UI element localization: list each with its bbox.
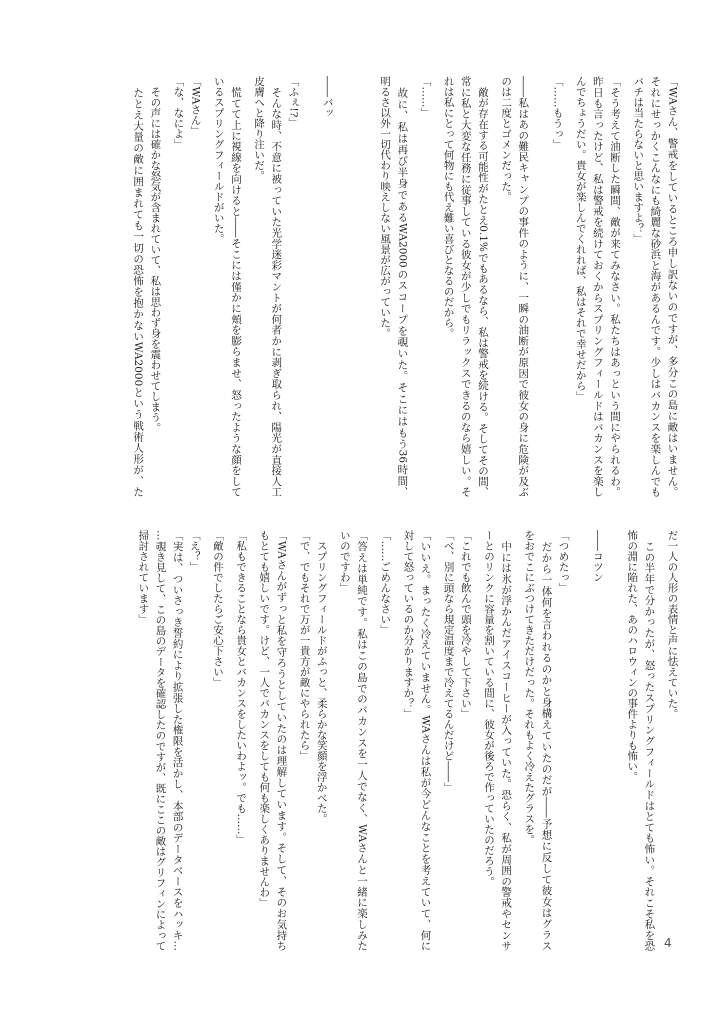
text-line: 「え？」 [188, 530, 201, 572]
text-line: たとえ大量の敵に囲まれても一切の恐怖を抱かないWA2000という戦術人形が、た [132, 76, 145, 497]
text-line: 「答えは単純です。私はこの島でのバカンスを一人でなく、WAさんと一緒に楽しみた [356, 530, 369, 951]
text-line: んでちょうだい。貴女が楽しんでくれれば、私はそれで幸せだから」 [574, 76, 587, 402]
text-line: ーとのリンクに容量を割いている間に、彼女が後ろで作っていたのだろう。 [482, 530, 495, 887]
text-line: 「そう考えて油断した瞬間、敵が来てみなさい。私たちはあっという間にやられるわ。 [609, 76, 622, 497]
text-line: そんな時、不意に被っていた光学迷彩マントが何者かに剥ぎ取られ、陽光が直接人工 [270, 76, 283, 497]
text-line: 「……もうっ」 [551, 76, 564, 150]
text-line: ――私はあの難民キャンプの事件のように、一瞬の油断が原因で彼女の身に危険が及ぶ [517, 76, 530, 497]
text-line: 対して怒っているのか分かりますか？」 [402, 530, 415, 719]
text-line: 「私もできることなら貴女とバカンスをしたいわよッ。でも……」 [235, 530, 248, 845]
text-line: れは私にとって何物にも代え難い喜びとなるのだから。 [442, 76, 455, 339]
text-line: ――コツン [591, 530, 604, 583]
text-line: バチは当たらないと思いますよ？」 [632, 76, 645, 244]
text-line: をおでこにぶつけてきただけだった。それもよく冷えたグラスを。 [523, 530, 536, 845]
text-line: 「……」 [419, 76, 432, 118]
text-line: 常に私と大変な任務に従事している彼女が少しでもリラックスできるのなら嬉しい。そ [459, 76, 472, 497]
text-line: 故に、私は再び半身であるWA2000のスコープを覗いた。そこにはもう36時間、 [396, 76, 409, 497]
text-line: もとても嬉しいです。けど、一人でバカンスをしても何も楽しくありませんわ」 [258, 530, 271, 908]
text-line: 「つめたっ」 [557, 530, 570, 593]
text-line: 中には氷が浮かんだアイスコーヒーが入っていた。恐らく、私が周囲の警戒やセンサ [500, 530, 513, 951]
lower-text-tier [134, 530, 680, 951]
text-line: 「敵の件でしたらご安心下さい」 [211, 530, 224, 688]
text-line: 「実は、ついさっき誓約により拡張した権限を活かし、本部のデータベースをハッキ… [171, 530, 184, 951]
text-line: 慌てて上に視線を向けると――そこには僅かに頬を膨らませ、怒ったような顔をして [229, 76, 242, 497]
text-line: 「これでも飲んで頭を冷やして下さい」 [459, 530, 472, 719]
text-line: のは二度とゴメンだった。 [500, 76, 513, 202]
text-line: 「WAさん、警戒をしているところ申し訳ないのですが、多分この島に敵はいません。 [666, 76, 679, 497]
text-line: いのですわ」 [338, 530, 351, 593]
text-line: 「ふぇ!?」 [287, 76, 300, 128]
text-line: だから一体何を言われるのかと身構えていたのだが――予想に反して彼女はグラス [540, 530, 553, 951]
text-line: 「……ごめんなさい」 [379, 530, 392, 635]
text-line: 皮膚へと降り注いだ。 [253, 76, 266, 181]
text-line: ――バッ [321, 76, 334, 118]
upper-text-tier [129, 76, 680, 497]
text-line: 敵が存在する可能性がたとえ0.1%でもあるなら、私は警戒を続ける。そしてその間、 [476, 76, 489, 497]
text-line: 怖の淵に陥れた、あのハロウィンの事件よりも怖い。 [626, 530, 639, 782]
text-line: 「な、なによ」 [172, 76, 185, 150]
text-line: その声には確かな怒気が含まれていて、私は思わず身を震わせてしまう。 [149, 76, 162, 433]
text-line: …覗き見して、この島のデータを確認したのですが、既にここの敵はグリフィンによって [154, 530, 167, 951]
text-line: スプリングフィールドがふっと、柔らかな笑顔を浮かべた。 [315, 530, 328, 824]
text-line: 「べ、別に頭なら規定温度まで冷えてるんだけど――」 [442, 530, 455, 793]
text-line: それにせっかくこんなにも綺麗な砂浜と海があるんです。少しはバカンスを楽しんでも [649, 76, 662, 497]
page-number: 4 [664, 936, 672, 950]
text-line: 昨日も言ったけど、私は警戒を続けておくからスプリングフィールドはバカンスを楽し [591, 76, 604, 497]
text-line: 「WAさん」 [189, 76, 202, 136]
text-line: 「WAさんがずっと私を守ろうとしていたのは理解しています。そして、そのお気持ち [275, 530, 288, 951]
text-line: 「いいえ。まったく冷えていません。WAさんは私が今どんなことを考えていて、何に [419, 530, 432, 951]
text-line: 明るさ以外一切代わり映えしない風景が広がっていた。 [379, 76, 392, 339]
text-line: だ一人の人形の表情と声に怯えていた。 [666, 530, 679, 719]
text-line: 「で、でもそれで万が一貴方が敵にやられたら」 [298, 530, 311, 761]
text-line: 掃討されています」 [137, 530, 150, 625]
text-line: いるスプリングフィールドがいた。 [212, 76, 225, 244]
text-line: この半年で分かったが、怒ったスプリングフィールドはとても怖い。それこそ私を恐 [643, 530, 656, 951]
